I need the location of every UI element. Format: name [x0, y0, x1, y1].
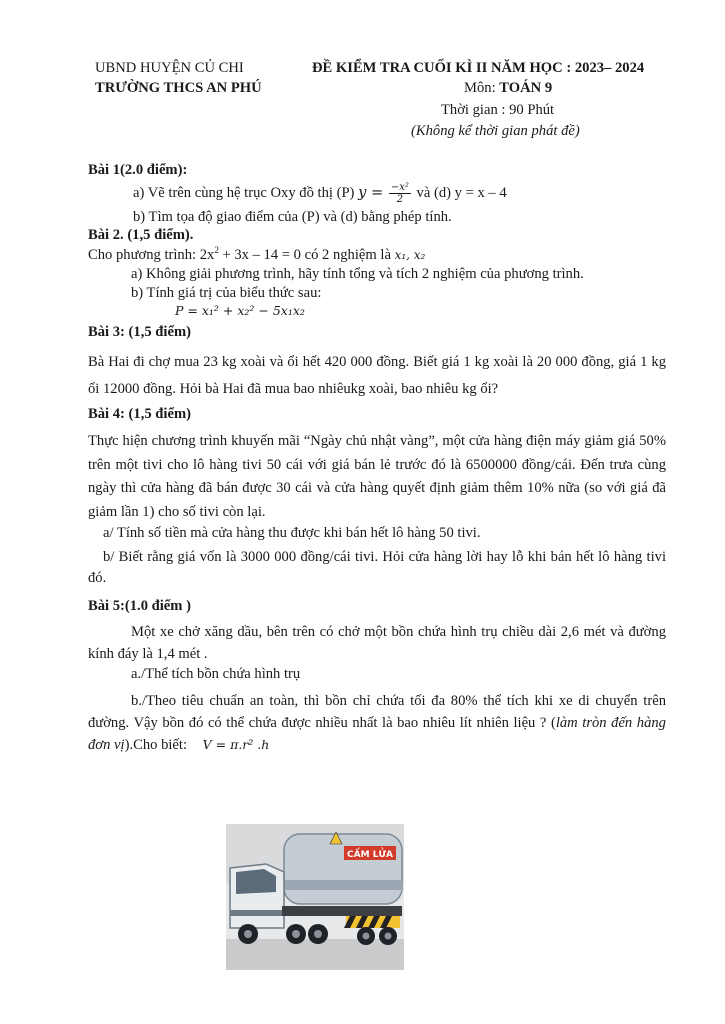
bai1-a-prefix: a) Vẽ trên cùng hệ trục Oxy đồ thị (P)	[133, 185, 355, 201]
subject-line	[464, 80, 552, 97]
bai3-title-bold: Bài 3	[88, 324, 121, 340]
bai5-formula: V = π.r² .h	[202, 737, 270, 752]
bai2-roots: x₁, x₂	[394, 247, 426, 262]
hazard-stripes	[344, 916, 400, 928]
bai2-title: Bài 2. (1,5 điểm).	[88, 227, 194, 243]
bai5-b-italic: làm tròn đến hàng đơn vị	[88, 715, 666, 753]
bai1-fraction	[389, 182, 411, 205]
exam-title: ĐỀ KIỂM TRA CUỐI KÌ II NĂM HỌC : 2023– 2024	[312, 60, 645, 76]
bai1-question-b: b) Tìm tọa độ giao điểm của (P) và (d) bằng phép tính.	[133, 209, 452, 225]
bai2-intro-sup: 2	[214, 245, 219, 255]
bai2-question-a: a) Không giải phương trình, hãy tính tổng và tích 2 nghiệm của phương trình.	[131, 266, 584, 282]
bai2-formula: P = x₁² + x₂² − 5x₁x₂	[175, 303, 305, 318]
bai5-b-text: b./Theo tiêu chuẩn an toàn, thì bồn chỉ chứa tối đa 80% thể tích khi xe di chuyển trên đường. Vậy bồn đó có thể chứa được nhiều nhất là bao nhiêu lít nhiên liệu ? (	[88, 693, 666, 731]
district-name: UBND HUYỆN CỦ CHI	[95, 60, 244, 76]
truck-warning-label: CẤM LỬA	[347, 850, 393, 860]
bai4-question-a: a/ Tính số tiền mà cửa hàng thu được khi bán hết lô hàng 50 tivi.	[103, 525, 481, 541]
school-name: TRƯỜNG THCS AN PHÚ	[95, 80, 262, 96]
bai5-question-a: a./Thể tích bồn chứa hình trụ	[131, 666, 301, 682]
bai3-title	[88, 324, 191, 341]
bai4-title-rest: : (1,5 điểm)	[120, 406, 191, 422]
bai2-question-b: b) Tính giá trị của biểu thức sau:	[131, 285, 322, 301]
bai1-equation-lhs: y =	[358, 184, 384, 201]
bai5-title: Bài 5:(1.0 điểm )	[88, 598, 191, 614]
duration-note: (Không kể thời gian phát đề)	[411, 123, 580, 139]
bai5-b-end: ).Cho biết:	[124, 737, 188, 753]
bai2-intro	[88, 245, 425, 264]
bai2-intro-pre: Cho phương trình: 2x	[88, 246, 215, 263]
bai1-title: Bài 1(2.0 điểm):	[88, 162, 188, 178]
fuel-truck-image	[226, 824, 404, 970]
bai4-question-b: b/ Biết rằng giá vốn là 3000 000 đồng/cái tivi. Hỏi cửa hàng lời hay lỗ khi bán hết lô hàng tivi đó.	[88, 549, 666, 586]
bai5-question-b	[88, 690, 666, 756]
bai1-fraction-numerator: −x²	[390, 182, 409, 194]
bai1-fraction-denominator: 2	[396, 194, 404, 206]
bai4-text: Thực hiện chương trình khuyến mãi “Ngày chủ nhật vàng”, một cửa hàng điện máy giảm giá 50% trên một tivi cho lô hàng tivi 50 cái với giá bán lẻ trước đó là 6500000 đồng/cái. Đến trưa cùng ngày thì cửa hàng đã bán được 30 cái và cửa hàng quyết định giảm thêm 10% nữa (so với giá đã giảm lần 1) cho số tivi còn lại.	[88, 433, 666, 520]
bai3-title-rest: : (1,5 điểm)	[120, 324, 191, 340]
bai1-question-a	[133, 178, 507, 208]
subject-value: TOÁN 9	[499, 80, 553, 96]
subject-label: Môn:	[464, 80, 496, 96]
bai3-text: Bà Hai đi chợ mua 23 kg xoài và ổi hết 420 000 đồng. Biết giá 1 kg xoài là 20 000 đồng, giá 1 kg ổi 12000 đồng. Hỏi bà Hai đã mua bao nhiêukg xoài, bao nhiêu kg ổi?	[88, 354, 666, 397]
bai4-title-bold: Bài 4	[88, 406, 121, 422]
bai4-title	[88, 406, 191, 423]
bai5-intro: Một xe chở xăng dầu, bên trên có chở một bồn chứa hình trụ chiều dài 2,6 mét và đường kính đáy là 1,4 mét .	[88, 624, 666, 662]
exam-duration: Thời gian : 90 Phút	[441, 102, 555, 118]
bai1-a-suffix: và (d) y = x – 4	[416, 185, 507, 201]
bai2-intro-post: + 3x – 14 = 0 có 2 nghiệm là	[218, 246, 391, 263]
